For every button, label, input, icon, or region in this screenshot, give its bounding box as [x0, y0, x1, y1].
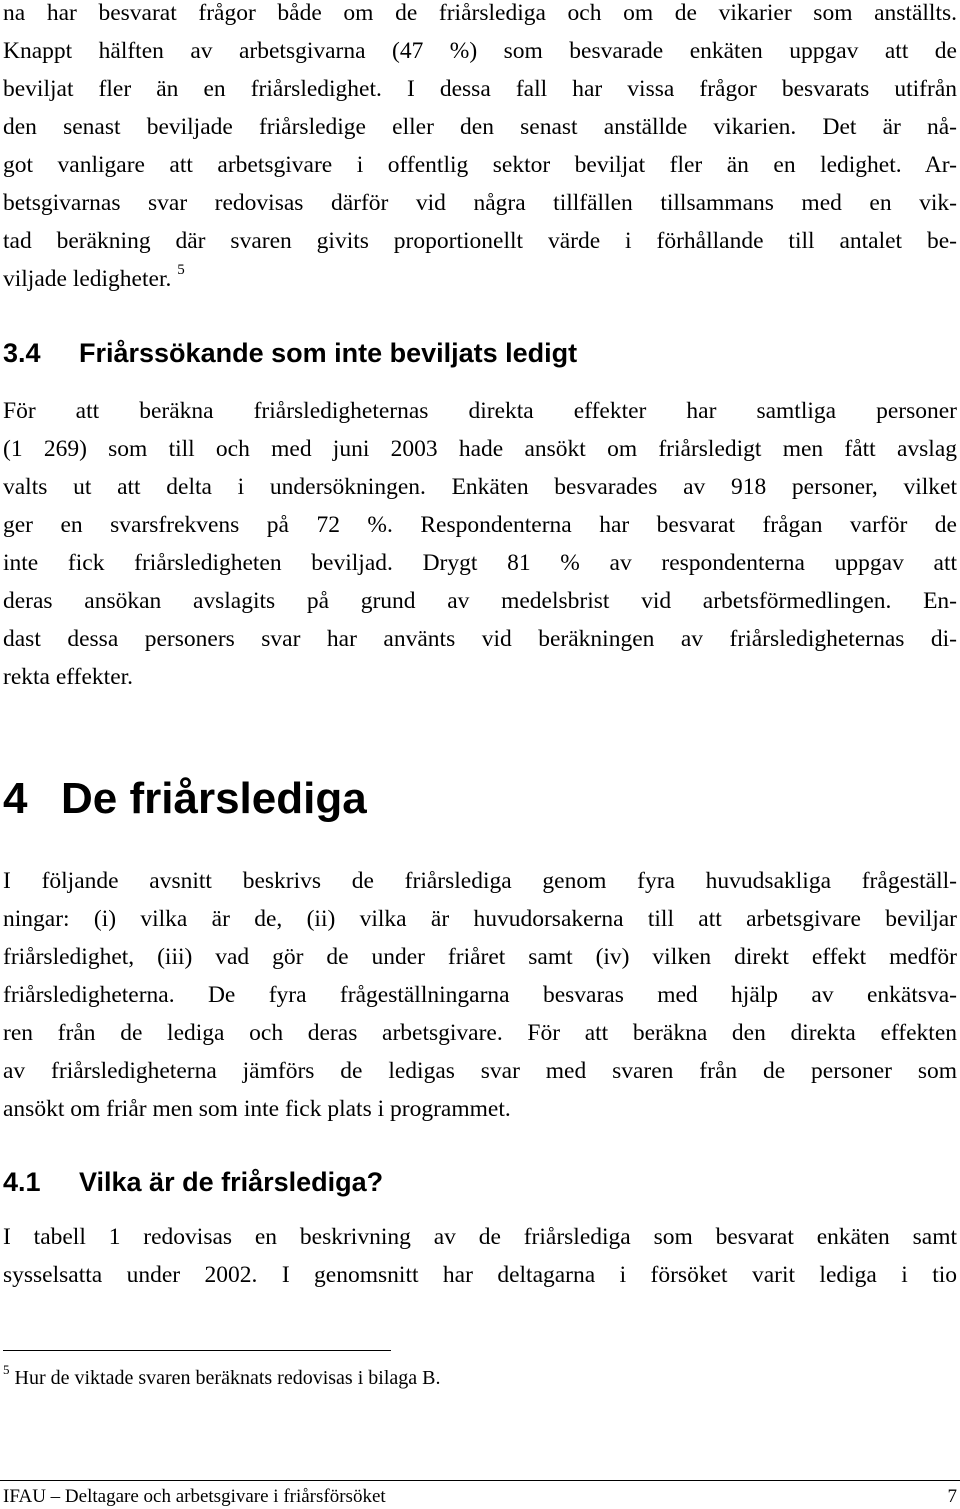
text-line: ger en svarsfrekvens på 72 %. Respondenterna har besvarat frågan varför de — [3, 512, 957, 538]
text-line: I följande avsnitt beskrivs de friårslediga genom fyra huvudsakliga frågeställ- — [3, 868, 957, 894]
section-heading-3-4 — [3, 336, 577, 370]
text-line — [3, 260, 957, 298]
paragraph-3-4 — [3, 392, 957, 696]
paragraph-top — [3, 0, 957, 298]
chapter-number: 4 — [3, 774, 28, 823]
text-line: Knappt hälften av arbetsgivarna (47 %) som besvarade enkäten uppgav att de — [3, 38, 957, 64]
section-title: Vilka är de friårslediga? — [79, 1167, 384, 1197]
text-line: dast dessa personers svar har använts vid beräkningen av friårsledigheternas di- — [3, 626, 957, 652]
page-number: 7 — [947, 1486, 957, 1507]
chapter-title: De friårslediga — [61, 774, 367, 823]
text-line: inte fick friårsledigheten beviljad. Drygt 81 % av respondenterna uppgav att — [3, 550, 957, 576]
text-line: ningar: (i) vilka är de, (ii) vilka är huvudorsakerna till att arbetsgivare beviljar — [3, 906, 957, 932]
chapter-heading-4 — [3, 773, 367, 825]
footnote-number: 5 — [3, 1362, 10, 1377]
footnote — [3, 1364, 440, 1392]
footnote-text: Hur de viktade svaren beräknats redovisas i bilaga B. — [14, 1367, 441, 1389]
section-heading-4-1 — [3, 1165, 383, 1199]
paragraph-4 — [3, 862, 957, 1128]
text-line: got vanligare att arbetsgivare i offentlig sektor beviljat fler än en ledighet. Ar- — [3, 152, 957, 178]
text-line: tad beräkning där svaren givits proportionellt värde i förhållande till antalet be- — [3, 228, 957, 254]
text-line: (1 269) som till och med juni 2003 hade ansökt om friårsledigt men fått avslag — [3, 436, 957, 462]
text-line: ren från de lediga och deras arbetsgivare. För att beräkna den direkta effekten — [3, 1020, 957, 1046]
footnote-reference: 5 — [177, 262, 185, 278]
text-line: den senast beviljade friårsledige eller den senast anställde vikarien. Det är nå- — [3, 114, 957, 140]
text-line: betsgivarnas svar redovisas därför vid några tillfällen tillsammans med en vik- — [3, 190, 957, 216]
text-line: sysselsatta under 2002. I genomsnitt har deltagarna i försöket varit lediga i tio — [3, 1262, 957, 1288]
text-line: beviljat fler än en friårsledighet. I dessa fall har vissa frågor besvarats utifrån — [3, 76, 957, 102]
footnote-divider — [3, 1350, 391, 1351]
text-line: ansökt om friår men som inte fick plats i programmet. — [3, 1096, 511, 1122]
footer-title: IFAU – Deltagare och arbetsgivare i friårsförsöket — [3, 1486, 386, 1507]
text-line: rekta effekter. — [3, 664, 134, 690]
text-line: valts ut att delta i undersökningen. Enkäten besvarades av 918 personer, vilket — [3, 474, 957, 500]
footer-divider — [0, 1480, 960, 1481]
text-line: För att beräkna friårsledigheternas direkta effekter har samtliga personer — [3, 398, 957, 424]
paragraph-4-1 — [3, 1218, 957, 1294]
text-line: friårsledigheterna. De fyra frågeställningarna besvaras med hjälp av enkätsva- — [3, 982, 957, 1008]
section-title: Friårssökande som inte beviljats ledigt — [79, 338, 578, 368]
text-line-content: viljade ledigheter. — [3, 266, 172, 292]
section-number: 4.1 — [3, 1167, 41, 1197]
text-line: I tabell 1 redovisas en beskrivning av de friårslediga som besvarat enkäten samt — [3, 1224, 957, 1250]
text-line: na har besvarat frågor både om de friårslediga och om de vikarier som anställts. — [3, 0, 957, 26]
section-number: 3.4 — [3, 338, 41, 368]
text-line: deras ansökan avslagits på grund av medelsbrist vid arbetsförmedlingen. En- — [3, 588, 957, 614]
text-line: av friårsledigheterna jämförs de ledigas svar med svaren från de personer som — [3, 1058, 957, 1084]
text-line: friårsledighet, (iii) vad gör de under friåret samt (iv) vilken direkt effekt medför — [3, 944, 957, 970]
